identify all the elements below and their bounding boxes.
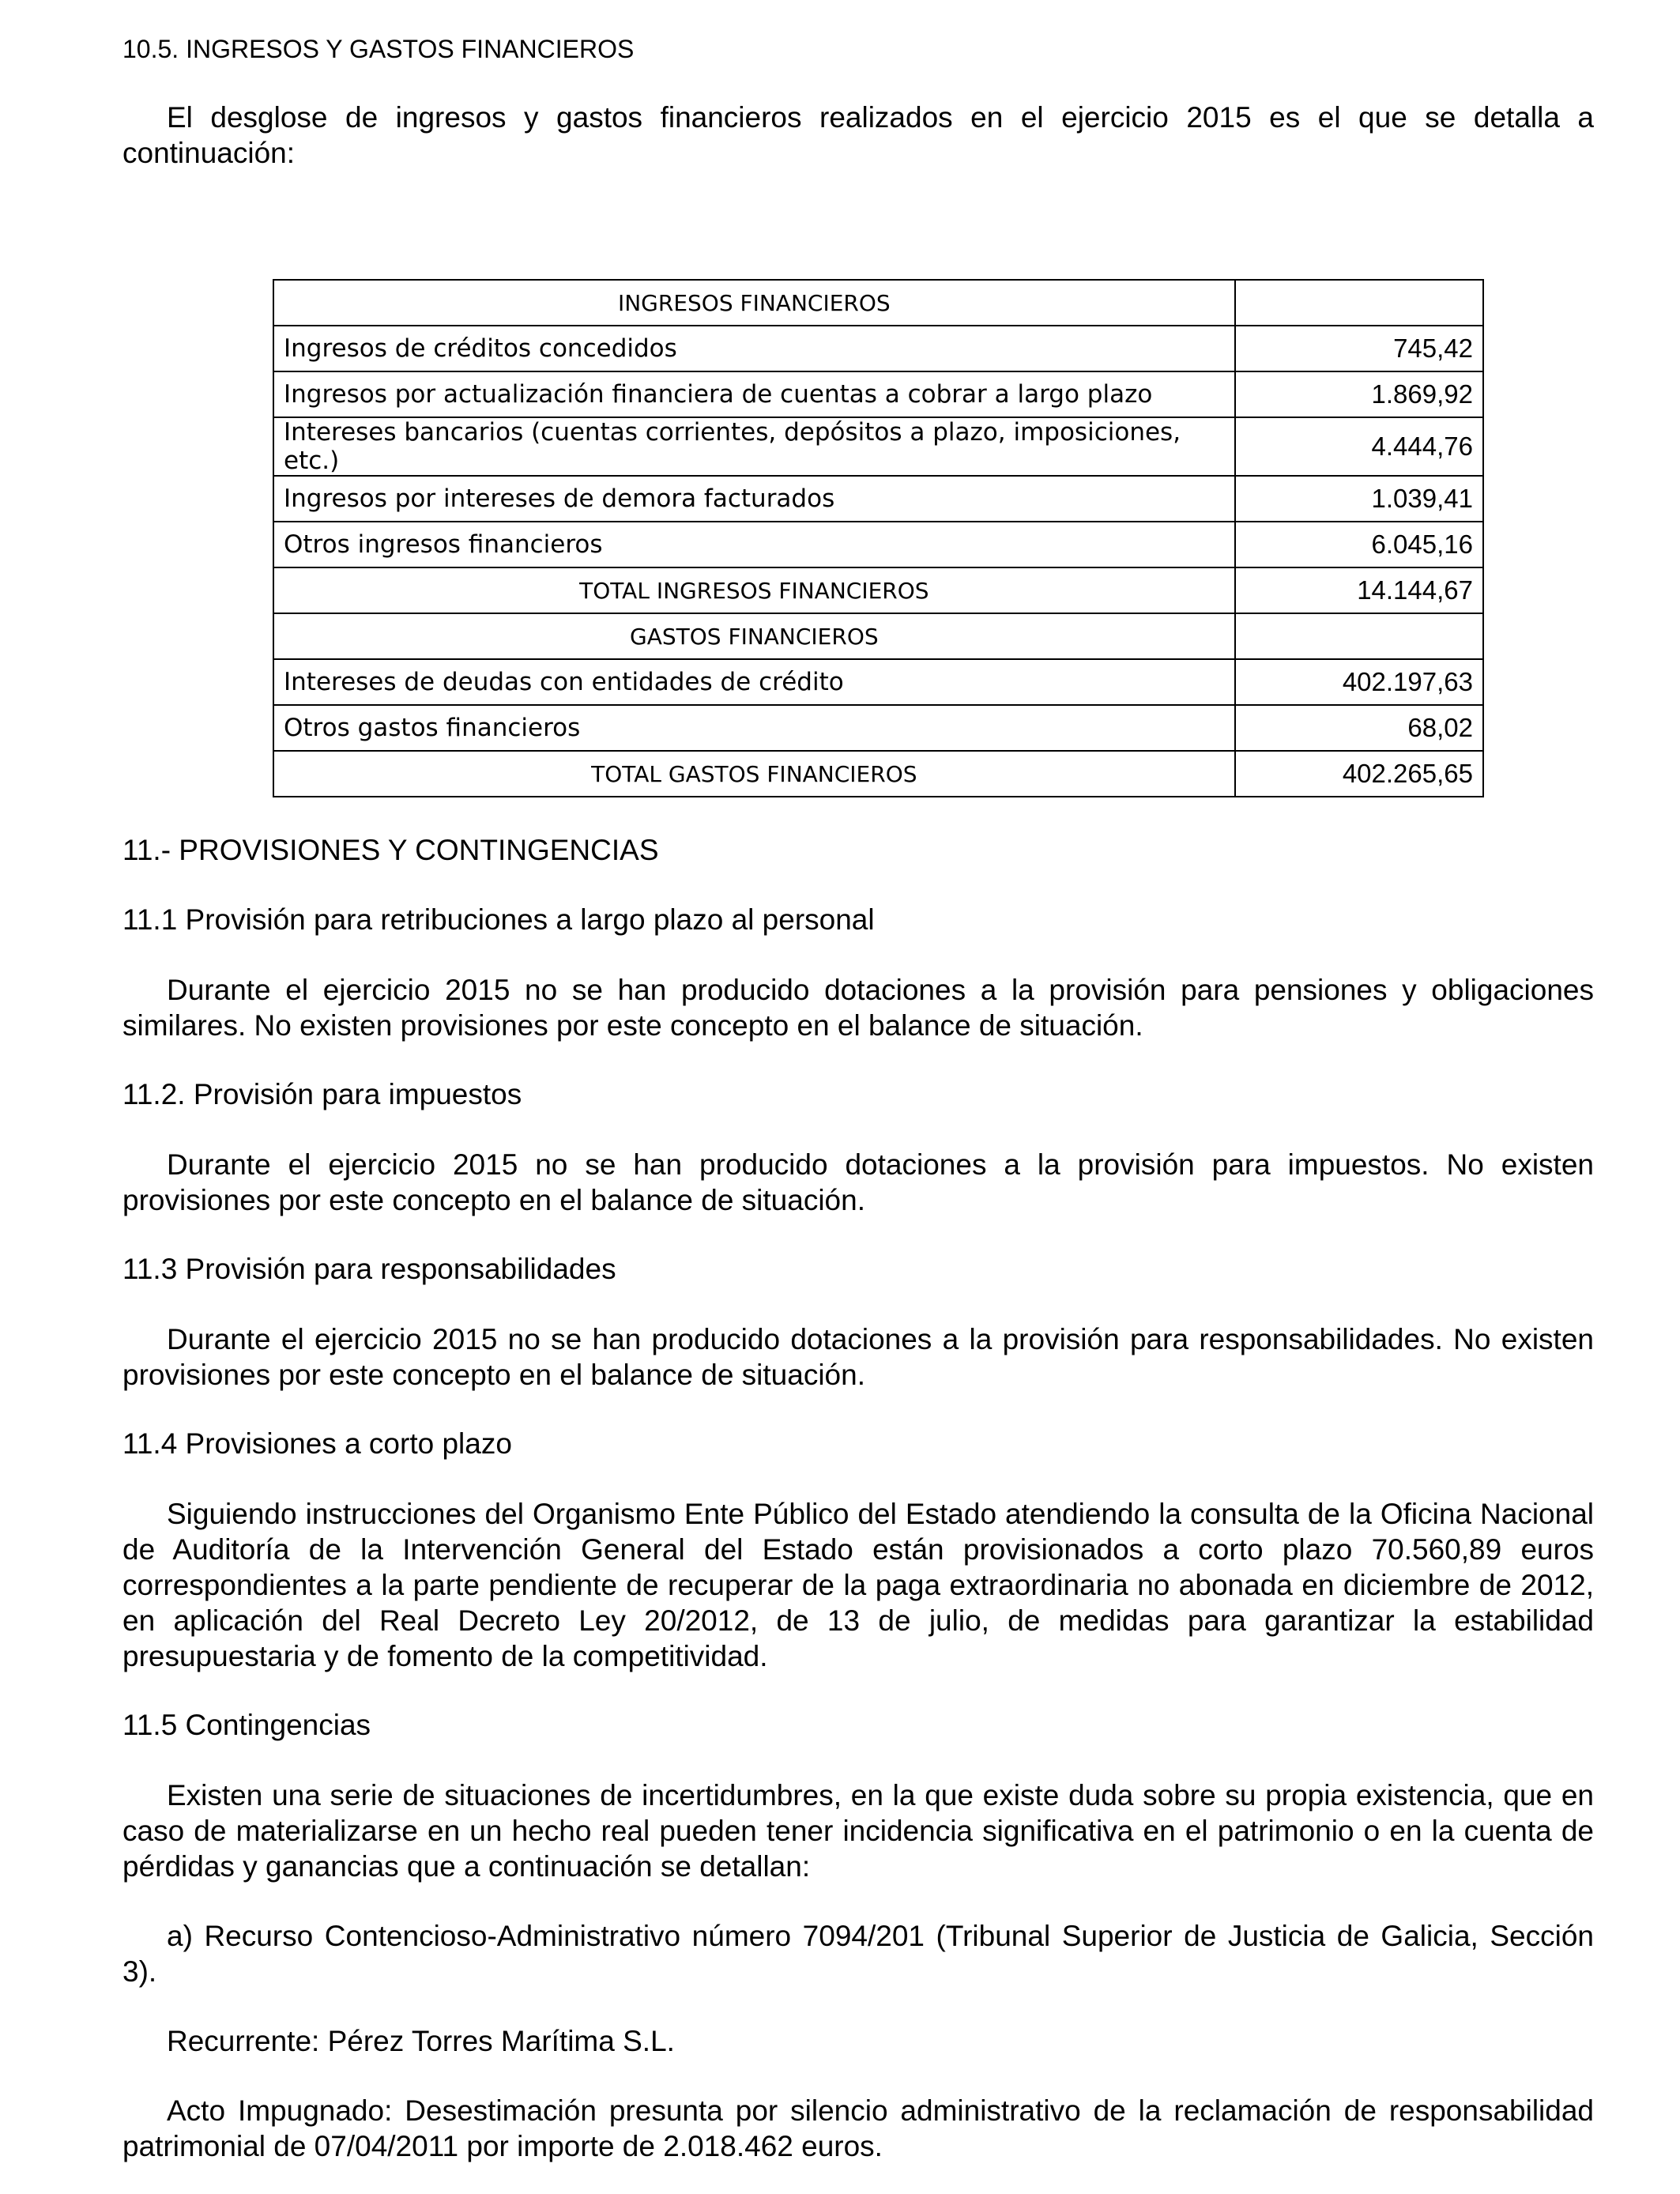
table-row bbox=[273, 371, 1483, 417]
row-value: 6.045,16 bbox=[1235, 522, 1483, 567]
row-label: Ingresos por intereses de demora facturados bbox=[273, 476, 1235, 522]
row-label: Ingresos por actualización financiera de cuentas a cobrar a largo plazo bbox=[273, 371, 1235, 417]
section-10-5-heading: 10.5. INGRESOS Y GASTOS FINANCIEROS bbox=[122, 35, 635, 63]
section-11 bbox=[122, 833, 1594, 2164]
intro-line-1: El desglose de ingresos y gastos financieros realizados en el ejercicio 2015 es el que se detalla a bbox=[167, 101, 1594, 134]
intro-line-2: continuación: bbox=[122, 137, 296, 169]
table-row-total-gastos bbox=[273, 751, 1483, 797]
total-ingresos-label: TOTAL INGRESOS FINANCIEROS bbox=[273, 567, 1235, 613]
section-11-3-heading: 11.3 Provisión para responsabilidades bbox=[122, 1253, 616, 1285]
financial-table bbox=[273, 279, 1484, 797]
table-row bbox=[273, 659, 1483, 705]
recurrente-line: Recurrente: Pérez Torres Marítima S.L. bbox=[167, 2025, 675, 2057]
row-label: Otros ingresos financieros bbox=[273, 522, 1235, 567]
section-11-5-heading: 11.5 Contingencias bbox=[122, 1709, 371, 1741]
row-label: Intereses de deudas con entidades de crédito bbox=[273, 659, 1235, 705]
row-label: Otros gastos financieros bbox=[273, 705, 1235, 751]
contingency-item-a: a) Recurso Contencioso-Administrativo número 7094/201 (Tribunal Superior de Justicia de Galicia, Sección 3). bbox=[122, 1920, 1594, 1988]
row-value: 4.444,76 bbox=[1235, 417, 1483, 476]
total-gastos-value: 402.265,65 bbox=[1235, 751, 1483, 797]
row-value: 402.197,63 bbox=[1235, 659, 1483, 705]
section-11-5-text: Existen una serie de situaciones de incertidumbres, en la que existe duda sobre su propia existencia, que en caso de materializarse en un hecho real pueden tener incidencia significativa en el patrimonio o en la cuenta de pérdidas y ganancias que a continuación se detallan: bbox=[122, 1779, 1594, 1883]
row-label: Ingresos de créditos concedidos bbox=[273, 326, 1235, 371]
table-row-ingresos-header bbox=[273, 280, 1483, 326]
table-row-total-ingresos bbox=[273, 567, 1483, 613]
row-value: 1.039,41 bbox=[1235, 476, 1483, 522]
section-11-4-heading: 11.4 Provisiones a corto plazo bbox=[122, 1427, 512, 1460]
table-row bbox=[273, 522, 1483, 567]
acto-impugnado: Acto Impugnado: Desestimación presunta por silencio administrativo de la reclamación de responsabilidad patrimonial de 07/04/2011 por importe de 2.018.462 euros. bbox=[122, 2094, 1594, 2162]
table-row bbox=[273, 705, 1483, 751]
section-11-3-text: Durante el ejercicio 2015 no se han producido dotaciones a la provisión para responsabilidades. No existen provisiones por este concepto en el balance de situación. bbox=[122, 1323, 1594, 1391]
total-gastos-label: TOTAL GASTOS FINANCIEROS bbox=[273, 751, 1235, 797]
table-row-gastos-header bbox=[273, 613, 1483, 659]
section-11-1-text: Durante el ejercicio 2015 no se han producido dotaciones a la provisión para pensiones y obligaciones similares. No existen provisiones por este concepto en el balance de situación. bbox=[122, 974, 1594, 1042]
table-row bbox=[273, 476, 1483, 522]
table-row bbox=[273, 326, 1483, 371]
section-11-2-heading: 11.2. Provisión para impuestos bbox=[122, 1078, 522, 1110]
document-body bbox=[122, 32, 1594, 171]
table-row bbox=[273, 417, 1483, 476]
section-11-1-heading: 11.1 Provisión para retribuciones a largo plazo al personal bbox=[122, 903, 875, 936]
total-ingresos-value: 14.144,67 bbox=[1235, 567, 1483, 613]
section-11-4-text: Siguiendo instrucciones del Organismo Ente Público del Estado atendiendo la consulta de la Oficina Nacional de Auditoría de la Intervención General del Estado están provisionados a corto plazo 70.560,89 euros correspondientes a la parte pendiente de recuperar de la paga extraordinaria no abonada en diciembre de 2012, en aplicación del Real Decreto Ley 20/2012, de 13 de julio, de medidas para garantizar la estabilidad presupuestaria y de fomento de la competitividad. bbox=[122, 1498, 1594, 1672]
ingresos-header: INGRESOS FINANCIEROS bbox=[273, 280, 1235, 326]
section-11-2-text: Durante el ejercicio 2015 no se han producido dotaciones a la provisión para impuestos. No existen provisiones por este concepto en el balance de situación. bbox=[122, 1148, 1594, 1216]
empty-cell bbox=[1235, 613, 1483, 659]
section-11-heading: 11.- PROVISIONES Y CONTINGENCIAS bbox=[122, 834, 659, 866]
empty-cell bbox=[1235, 280, 1483, 326]
row-value: 1.869,92 bbox=[1235, 371, 1483, 417]
gastos-header: GASTOS FINANCIEROS bbox=[273, 613, 1235, 659]
row-value: 68,02 bbox=[1235, 705, 1483, 751]
row-label: Intereses bancarios (cuentas corrientes, depósitos a plazo, imposiciones, etc.) bbox=[273, 417, 1235, 476]
row-value: 745,42 bbox=[1235, 326, 1483, 371]
